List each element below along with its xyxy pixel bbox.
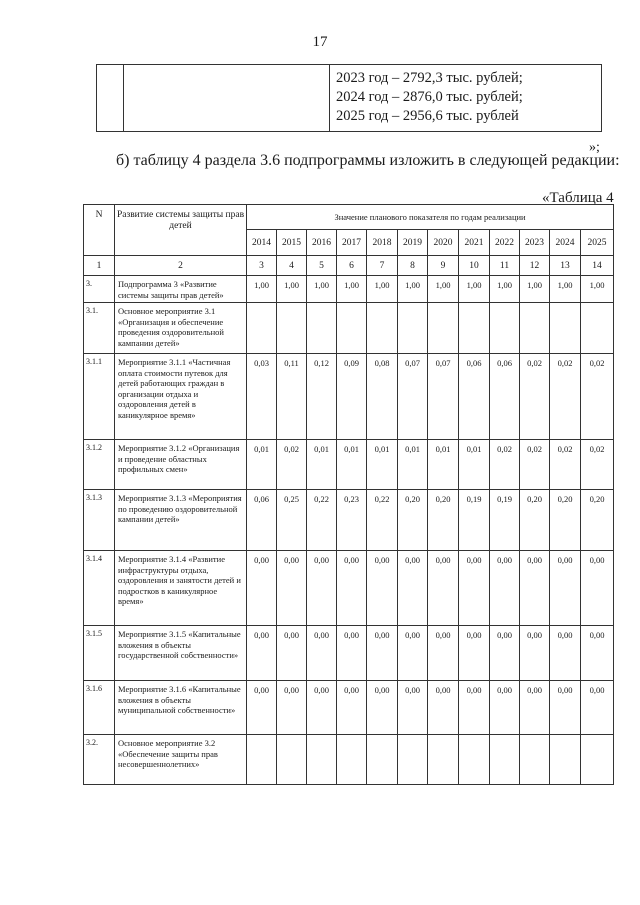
indicator-value: 0,19 bbox=[459, 490, 490, 551]
indicator-value bbox=[459, 735, 490, 785]
indicator-value: 1,00 bbox=[520, 276, 550, 303]
indicator-value bbox=[398, 735, 428, 785]
indicator-value: 0,00 bbox=[367, 681, 398, 735]
indicator-value bbox=[337, 303, 367, 354]
column-index-cell: 11 bbox=[490, 256, 520, 276]
indicator-value bbox=[550, 303, 581, 354]
indicator-value: 0,22 bbox=[367, 490, 398, 551]
indicator-value bbox=[490, 303, 520, 354]
indicator-value bbox=[520, 735, 550, 785]
table-row bbox=[84, 735, 614, 785]
indicator-value: 1,00 bbox=[307, 276, 337, 303]
table-caption: «Таблица 4 bbox=[542, 190, 614, 206]
amendment-text: б) таблицу 4 раздела 3.6 подпрограммы изложить в следующей редакции: bbox=[116, 152, 620, 169]
indicator-value: 0,00 bbox=[428, 681, 459, 735]
indicator-value bbox=[277, 735, 307, 785]
table-row bbox=[84, 490, 614, 551]
indicator-value bbox=[490, 735, 520, 785]
header-year: 2015 bbox=[277, 230, 307, 256]
indicator-value: 0,00 bbox=[337, 681, 367, 735]
header-year: 2024 bbox=[550, 230, 581, 256]
column-index-cell: 13 bbox=[550, 256, 581, 276]
header-year: 2014 bbox=[247, 230, 277, 256]
indicator-value: 1,00 bbox=[337, 276, 367, 303]
indicator-value: 1,00 bbox=[581, 276, 614, 303]
funding-line-2023: 2023 год – 2792,3 тыс. рублей; bbox=[336, 70, 523, 86]
indicator-value: 0,00 bbox=[459, 626, 490, 681]
column-index-cell: 6 bbox=[337, 256, 367, 276]
indicator-value: 0,23 bbox=[337, 490, 367, 551]
row-number: 3. bbox=[84, 276, 115, 303]
header-years-group: Значение планового показателя по годам реализации bbox=[247, 205, 614, 230]
indicator-value: 0,06 bbox=[459, 354, 490, 440]
row-number: 3.1.1 bbox=[84, 354, 115, 440]
header-year: 2016 bbox=[307, 230, 337, 256]
indicator-value: 1,00 bbox=[459, 276, 490, 303]
funding-line-2024: 2024 год – 2876,0 тыс. рублей; bbox=[336, 89, 523, 105]
row-number: 3.1.6 bbox=[84, 681, 115, 735]
table-row bbox=[84, 276, 614, 303]
indicator-value: 0,00 bbox=[459, 681, 490, 735]
indicator-value: 0,00 bbox=[550, 626, 581, 681]
header-year: 2025 bbox=[581, 230, 614, 256]
indicator-value: 0,02 bbox=[520, 354, 550, 440]
indicator-value: 0,00 bbox=[307, 681, 337, 735]
indicator-value: 0,11 bbox=[277, 354, 307, 440]
indicator-value: 0,25 bbox=[277, 490, 307, 551]
indicator-value: 0,00 bbox=[277, 626, 307, 681]
header-year: 2019 bbox=[398, 230, 428, 256]
indicator-value: 0,00 bbox=[367, 626, 398, 681]
indicator-value: 0,00 bbox=[277, 681, 307, 735]
indicator-value bbox=[307, 735, 337, 785]
column-index-cell: 5 bbox=[307, 256, 337, 276]
header-year: 2018 bbox=[367, 230, 398, 256]
indicator-value bbox=[367, 735, 398, 785]
row-activity-name: Мероприятие 3.1.6 «Капитальные вложения в объекты муниципальной собственности» bbox=[115, 681, 247, 735]
indicator-value: 0,06 bbox=[247, 490, 277, 551]
indicator-value: 0,00 bbox=[247, 626, 277, 681]
indicator-value bbox=[520, 303, 550, 354]
column-index-cell: 8 bbox=[398, 256, 428, 276]
column-index-row bbox=[84, 256, 614, 276]
indicator-value: 1,00 bbox=[367, 276, 398, 303]
indicator-value bbox=[307, 303, 337, 354]
column-index-cell: 1 bbox=[84, 256, 115, 276]
indicator-value: 0,20 bbox=[428, 490, 459, 551]
indicator-value: 0,00 bbox=[550, 551, 581, 626]
indicator-value: 0,00 bbox=[581, 626, 614, 681]
continued-table-row bbox=[97, 65, 602, 132]
table-row bbox=[84, 303, 614, 354]
row-number: 3.1.4 bbox=[84, 551, 115, 626]
table-row bbox=[84, 626, 614, 681]
row-activity-name: Подпрограмма 3 «Развитие системы защиты прав детей» bbox=[115, 276, 247, 303]
indicator-value: 0,01 bbox=[337, 440, 367, 490]
indicator-value: 0,20 bbox=[550, 490, 581, 551]
indicator-value bbox=[428, 303, 459, 354]
table-row bbox=[84, 354, 614, 440]
row-number: 3.2. bbox=[84, 735, 115, 785]
column-index-cell: 3 bbox=[247, 256, 277, 276]
indicator-table bbox=[83, 204, 614, 785]
table-row bbox=[84, 551, 614, 626]
indicator-value: 0,01 bbox=[367, 440, 398, 490]
indicator-value bbox=[337, 735, 367, 785]
column-index-cell: 10 bbox=[459, 256, 490, 276]
indicator-value: 0,00 bbox=[367, 551, 398, 626]
indicator-value bbox=[428, 735, 459, 785]
column-index-cell: 2 bbox=[115, 256, 247, 276]
header-name: Развитие системы защиты прав детей bbox=[115, 205, 247, 256]
indicator-value: 0,00 bbox=[581, 681, 614, 735]
indicator-value bbox=[247, 303, 277, 354]
table-row bbox=[84, 440, 614, 490]
indicator-value bbox=[581, 735, 614, 785]
indicator-value: 0,00 bbox=[520, 681, 550, 735]
row-activity-name: Мероприятие 3.1.3 «Мероприятия по проведению оздоровительной кампании детей» bbox=[115, 490, 247, 551]
indicator-value: 1,00 bbox=[490, 276, 520, 303]
continued-cell-empty-1 bbox=[97, 65, 124, 132]
header-year: 2017 bbox=[337, 230, 367, 256]
indicator-value: 0,00 bbox=[337, 626, 367, 681]
row-number: 3.1.2 bbox=[84, 440, 115, 490]
indicator-value: 0,00 bbox=[581, 551, 614, 626]
indicator-value bbox=[550, 735, 581, 785]
indicator-value: 0,07 bbox=[398, 354, 428, 440]
continued-cell-funding bbox=[330, 65, 602, 132]
row-activity-name: Основное мероприятие 3.1 «Организация и обеспечение проведения оздоровительной кампании детей» bbox=[115, 303, 247, 354]
row-activity-name: Мероприятие 3.1.4 «Развитие инфраструктуры отдыха, оздоровления и занятости детей и подростков в каникулярное время» bbox=[115, 551, 247, 626]
indicator-value: 0,09 bbox=[337, 354, 367, 440]
row-number: 3.1.3 bbox=[84, 490, 115, 551]
indicator-value: 0,01 bbox=[459, 440, 490, 490]
funding-line-2025: 2025 год – 2956,6 тыс. рублей bbox=[336, 108, 519, 124]
indicator-value bbox=[398, 303, 428, 354]
indicator-value: 0,02 bbox=[581, 440, 614, 490]
indicator-value: 1,00 bbox=[247, 276, 277, 303]
indicator-value: 1,00 bbox=[550, 276, 581, 303]
row-activity-name: Мероприятие 3.1.2 «Организация и проведение областных профильных смен» bbox=[115, 440, 247, 490]
indicator-value bbox=[247, 735, 277, 785]
column-index-cell: 14 bbox=[581, 256, 614, 276]
indicator-value: 0,00 bbox=[247, 681, 277, 735]
indicator-value: 0,01 bbox=[428, 440, 459, 490]
header-n: N bbox=[84, 205, 115, 256]
indicator-value: 0,02 bbox=[520, 440, 550, 490]
indicator-value: 0,00 bbox=[398, 681, 428, 735]
indicator-value: 0,00 bbox=[490, 626, 520, 681]
indicator-value: 0,02 bbox=[490, 440, 520, 490]
indicator-value: 0,12 bbox=[307, 354, 337, 440]
indicator-value: 0,20 bbox=[398, 490, 428, 551]
continued-table bbox=[96, 64, 602, 132]
indicator-value: 1,00 bbox=[398, 276, 428, 303]
indicator-value bbox=[277, 303, 307, 354]
indicator-value: 0,08 bbox=[367, 354, 398, 440]
indicator-value: 0,00 bbox=[307, 626, 337, 681]
indicator-value: 0,02 bbox=[277, 440, 307, 490]
indicator-value: 0,01 bbox=[398, 440, 428, 490]
indicator-value: 0,06 bbox=[490, 354, 520, 440]
indicator-value: 0,00 bbox=[337, 551, 367, 626]
header-year: 2021 bbox=[459, 230, 490, 256]
indicator-value: 0,00 bbox=[550, 681, 581, 735]
indicator-value bbox=[581, 303, 614, 354]
column-index-cell: 4 bbox=[277, 256, 307, 276]
indicator-value: 0,00 bbox=[277, 551, 307, 626]
table-row bbox=[84, 681, 614, 735]
indicator-value: 0,02 bbox=[550, 440, 581, 490]
indicator-value: 0,00 bbox=[520, 626, 550, 681]
indicator-value: 0,00 bbox=[428, 626, 459, 681]
row-number: 3.1. bbox=[84, 303, 115, 354]
indicator-value: 0,00 bbox=[490, 681, 520, 735]
indicator-value: 0,19 bbox=[490, 490, 520, 551]
indicator-value: 0,01 bbox=[307, 440, 337, 490]
indicator-value: 0,02 bbox=[581, 354, 614, 440]
indicator-value: 0,01 bbox=[247, 440, 277, 490]
indicator-value: 0,00 bbox=[520, 551, 550, 626]
column-index-cell: 12 bbox=[520, 256, 550, 276]
row-activity-name: Мероприятие 3.1.5 «Капитальные вложения в объекты государственной собственности» bbox=[115, 626, 247, 681]
indicator-value bbox=[459, 303, 490, 354]
indicator-value: 0,00 bbox=[490, 551, 520, 626]
indicator-value: 0,00 bbox=[247, 551, 277, 626]
indicator-value: 0,07 bbox=[428, 354, 459, 440]
indicator-value: 0,00 bbox=[307, 551, 337, 626]
indicator-value: 0,20 bbox=[520, 490, 550, 551]
continued-cell-empty-2 bbox=[124, 65, 330, 132]
indicator-value: 0,00 bbox=[428, 551, 459, 626]
indicator-value: 0,00 bbox=[459, 551, 490, 626]
indicator-value: 0,22 bbox=[307, 490, 337, 551]
indicator-value: 0,00 bbox=[398, 626, 428, 681]
row-activity-name: Мероприятие 3.1.1 «Частичная оплата стоимости путевок для детей работающих граждан в организации отдыха и оздоровления детей в каникулярное время» bbox=[115, 354, 247, 440]
header-year: 2020 bbox=[428, 230, 459, 256]
indicator-value: 0,03 bbox=[247, 354, 277, 440]
page-number: 17 bbox=[312, 34, 328, 50]
column-index-cell: 7 bbox=[367, 256, 398, 276]
row-activity-name: Основное мероприятие 3.2 «Обеспечение защиты прав несовершеннолетних» bbox=[115, 735, 247, 785]
indicator-value: 1,00 bbox=[277, 276, 307, 303]
indicator-value bbox=[367, 303, 398, 354]
header-row-1 bbox=[84, 205, 614, 230]
indicator-value: 0,20 bbox=[581, 490, 614, 551]
row-number: 3.1.5 bbox=[84, 626, 115, 681]
indicator-value: 1,00 bbox=[428, 276, 459, 303]
header-year: 2022 bbox=[490, 230, 520, 256]
closing-quote: »; bbox=[589, 140, 600, 155]
indicator-value: 0,02 bbox=[550, 354, 581, 440]
column-index-cell: 9 bbox=[428, 256, 459, 276]
indicator-value: 0,00 bbox=[398, 551, 428, 626]
header-year: 2023 bbox=[520, 230, 550, 256]
